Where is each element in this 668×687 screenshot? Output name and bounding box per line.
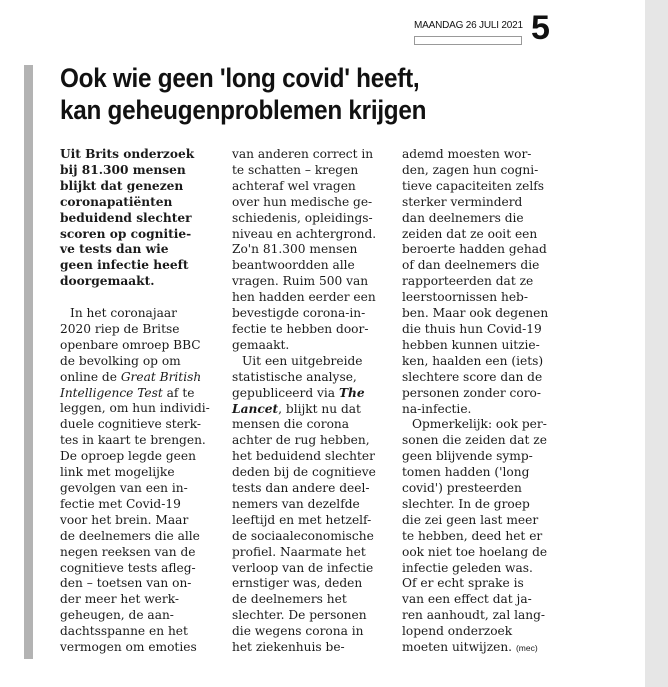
body-line: ademd moesten wor- bbox=[402, 147, 532, 161]
body-line bbox=[402, 640, 562, 657]
body-line: 2020 riep de Britse bbox=[60, 321, 180, 336]
body-line: na-infectie. bbox=[402, 401, 472, 416]
body-line: te hebben, deed het er bbox=[402, 528, 543, 543]
body-line: cognitieve tests afleg- bbox=[60, 560, 196, 575]
body-line: de bevolking op om bbox=[60, 353, 181, 368]
headline-line-1: Ook wie geen 'long covid' heeft, bbox=[60, 63, 420, 93]
body-line: leggen, om hun individi- bbox=[60, 401, 210, 416]
body-line: niveau en achtergrond. bbox=[232, 226, 377, 241]
headline-line-2: kan geheugenproblemen krijgen bbox=[60, 95, 427, 125]
body-line: het ziekenhuis be- bbox=[232, 640, 345, 655]
body-line: De oproep legde geen bbox=[60, 449, 196, 464]
body-line: schiedenis, opleidings- bbox=[232, 210, 373, 225]
body-line: tests dan andere deel- bbox=[232, 481, 370, 496]
body-line: deden bij de cognitieve bbox=[232, 465, 376, 480]
paragraph-gap bbox=[60, 290, 222, 306]
body-line: dachtsspanne en het bbox=[60, 624, 188, 639]
body-line: geen blijvende symp- bbox=[402, 449, 533, 464]
body-line bbox=[60, 370, 222, 386]
body-line: fectie met Covid-19 bbox=[60, 496, 181, 511]
lead-line: doorgemaakt. bbox=[60, 274, 155, 289]
body-line: gevolgen van een in- bbox=[60, 481, 188, 496]
body-line: leerstoornissen heb- bbox=[402, 290, 528, 305]
body-line: geheugen, de aan- bbox=[60, 608, 174, 623]
lead-line: Uit Brits onderzoek bbox=[60, 147, 195, 161]
lead-line: geen infectie heeft bbox=[60, 258, 189, 273]
body-line: ken, haalden een (iets) bbox=[402, 353, 544, 368]
body-line: die wegens corona in bbox=[232, 624, 364, 639]
body-text: , blijkt nu dat bbox=[278, 401, 361, 416]
body-line: beroerte hadden gehad bbox=[402, 242, 547, 257]
test-name-italic: Great British bbox=[120, 369, 202, 384]
body-line: de sociaaleconomische bbox=[232, 528, 374, 543]
body-line: achter de rug hebben, bbox=[232, 433, 370, 448]
body-line: den – toetsen van on- bbox=[60, 576, 192, 591]
page-date: MAANDAG 26 JULI 2021 bbox=[414, 20, 523, 31]
body-line: die thuis hun Covid-19 bbox=[402, 321, 542, 336]
body-line: tieve capaciteiten zelfs bbox=[402, 178, 545, 193]
author-credit: (mec) bbox=[515, 643, 538, 654]
body-line: tes in kaart te brengen. bbox=[60, 433, 206, 448]
body-line: de deelnemers die alle bbox=[60, 528, 200, 543]
body-line: beantwoordden alle bbox=[232, 258, 355, 273]
body-line: profiel. Naarmate het bbox=[232, 544, 366, 559]
body-line: de deelnemers het bbox=[232, 592, 347, 607]
body-line: lopend onderzoek bbox=[402, 624, 513, 639]
body-line: het beduidend slechter bbox=[232, 449, 375, 464]
body-line bbox=[232, 402, 392, 418]
page-number: 5 bbox=[531, 9, 550, 47]
body-line: nemers van dezelfde bbox=[232, 496, 360, 511]
body-line: ben. Maar ook degenen bbox=[402, 306, 549, 321]
lead-line: ve tests dan wie bbox=[60, 242, 169, 257]
body-line: over hun medische ge- bbox=[232, 194, 373, 209]
body-line: infectie geleden was. bbox=[402, 560, 533, 575]
body-line: van een effect dat ja- bbox=[402, 592, 532, 607]
body-line: gemaakt. bbox=[232, 337, 290, 352]
body-line: leeftijd en met hetzelf- bbox=[232, 512, 372, 527]
body-line: rapporteerden dat ze bbox=[402, 274, 534, 289]
body-line: openbare omroep BBC bbox=[60, 337, 201, 352]
test-name-italic: Intelligence Test bbox=[60, 385, 163, 400]
article-lead bbox=[60, 147, 222, 290]
body-line: van anderen correct in bbox=[232, 147, 374, 161]
body-line: hebben kunnen uitzie- bbox=[402, 337, 540, 352]
article-column-3 bbox=[402, 147, 562, 657]
body-line: den, zagen hun cogni- bbox=[402, 162, 539, 177]
body-text: online de bbox=[60, 369, 121, 384]
journal-name-italic: The bbox=[338, 385, 365, 400]
body-line bbox=[60, 386, 222, 402]
body-text: gepubliceerd via bbox=[232, 385, 339, 400]
page-edge-strip bbox=[645, 0, 668, 687]
body-line: In het coronajaar bbox=[70, 306, 177, 321]
body-line: ook niet toe hoelang de bbox=[402, 544, 548, 559]
body-line: covid') presteerden bbox=[402, 481, 522, 496]
body-line: negen reeksen van de bbox=[60, 544, 196, 559]
body-line: hen hadden eerder een bbox=[232, 290, 376, 305]
body-line: te schatten – kregen bbox=[232, 162, 359, 177]
lead-line: scoren op cognitie- bbox=[60, 226, 192, 241]
body-line: bevestigde corona-in- bbox=[232, 306, 366, 321]
body-line: ernstiger was, deden bbox=[232, 576, 363, 591]
body-line: link met mogelijke bbox=[60, 465, 175, 480]
body-line: duele cognitieve sterk- bbox=[60, 417, 202, 432]
body-line: slechter. De personen bbox=[232, 608, 367, 623]
body-line: die zei geen last meer bbox=[402, 512, 539, 527]
body-line: Opmerkelijk: ook per- bbox=[412, 417, 547, 432]
article-headline bbox=[60, 62, 582, 126]
article-column-2 bbox=[232, 147, 392, 656]
body-line: slechtere score dan de bbox=[402, 369, 543, 384]
body-line: Zo'n 81.300 mensen bbox=[232, 242, 358, 257]
body-line: voor het brein. Maar bbox=[60, 512, 189, 527]
body-line: Uit een uitgebreide bbox=[242, 353, 363, 368]
body-line: achteraf wel vragen bbox=[232, 178, 356, 193]
body-line: mensen die corona bbox=[232, 417, 350, 432]
body-line: verloop van de infectie bbox=[232, 560, 374, 575]
body-line: sterker verminderd bbox=[402, 194, 523, 209]
body-line: dan deelnemers die bbox=[402, 210, 524, 225]
lead-line: coronapatiënten bbox=[60, 194, 173, 209]
lead-line: blijkt dat genezen bbox=[60, 178, 184, 193]
journal-name-italic: Lancet bbox=[232, 401, 279, 416]
body-line: ren aanhoudt, zal lang- bbox=[402, 608, 546, 623]
body-line: statistische analyse, bbox=[232, 369, 357, 384]
body-line: Of er echt sprake is bbox=[402, 576, 524, 591]
body-line: fectie te hebben door- bbox=[232, 321, 369, 336]
body-line: of dan deelnemers die bbox=[402, 258, 540, 273]
lead-line: beduidend slechter bbox=[60, 210, 192, 225]
body-line: sonen die zeiden dat ze bbox=[402, 433, 547, 448]
date-underline-box bbox=[414, 36, 522, 45]
body-line: vragen. Ruim 500 van bbox=[232, 274, 369, 289]
article-side-bar bbox=[24, 65, 33, 659]
body-line: tomen hadden ('long bbox=[402, 465, 530, 480]
lead-line: bij 81.300 mensen bbox=[60, 162, 186, 177]
article-column-1 bbox=[60, 147, 222, 656]
body-line: der meer het werk- bbox=[60, 592, 179, 607]
body-text: af te bbox=[162, 385, 195, 400]
body-line: slechter. In de groep bbox=[402, 496, 530, 511]
body-line bbox=[232, 386, 392, 402]
body-text: moeten uitwijzen. bbox=[402, 640, 513, 655]
body-line: vermogen om emoties bbox=[60, 640, 197, 655]
body-line: zeiden dat ze ooit een bbox=[402, 226, 538, 241]
body-line: personen zonder coro- bbox=[402, 385, 541, 400]
